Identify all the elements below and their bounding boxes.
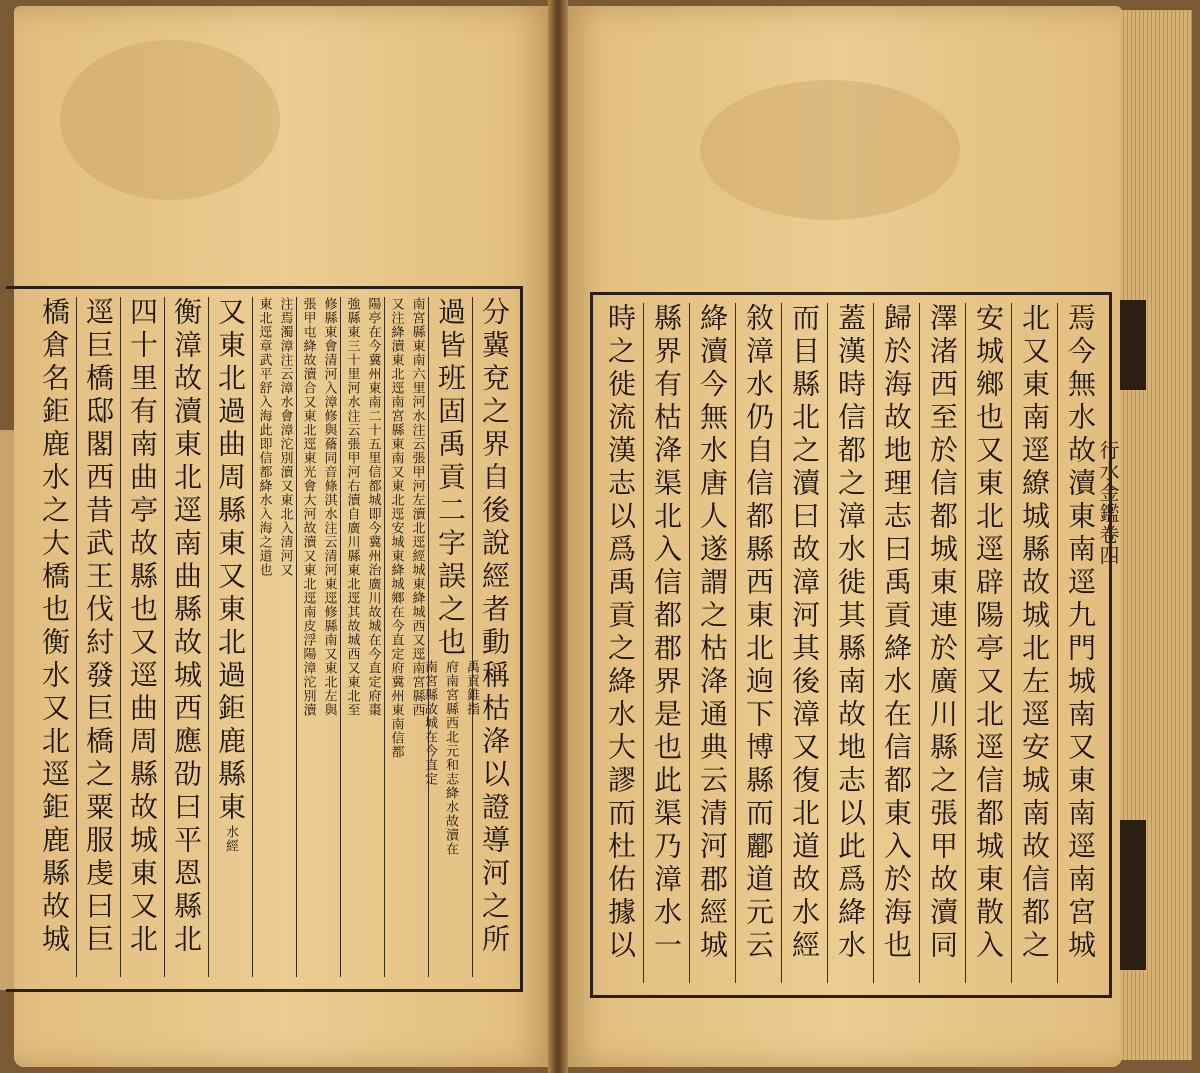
column-wrap <box>77 297 120 957</box>
column-wrap <box>209 297 252 853</box>
right-text-frame <box>590 292 1112 998</box>
commentary-text: 強縣東三十里河水注云張甲河右瀆自廣川縣東北逕其故城西又東北至 <box>344 297 360 717</box>
commentary-pair <box>341 297 384 717</box>
left-columns <box>33 297 516 977</box>
column-wrap <box>33 297 76 957</box>
commentary-pair <box>297 297 340 717</box>
text-column <box>472 297 516 977</box>
text-column <box>1011 303 1057 983</box>
column-wrap <box>473 297 516 957</box>
edge-shadow <box>1120 300 1146 390</box>
edge-shadow <box>1120 820 1146 970</box>
commentary-text: 修縣東會清河入漳修與蓨同音條淇水注云清河東逕修縣南又東北左與 <box>321 297 337 717</box>
text-column <box>296 297 340 977</box>
text-column <box>598 303 643 983</box>
commentary-pair <box>385 297 428 759</box>
commentary-text: 又注絳瀆東北逕南宮縣東南又東北逕安城東絳城鄉在今直定府冀州東南信都 <box>388 297 404 759</box>
column-text: 衡漳故瀆東北逕南曲縣故城西應劭曰平恩縣北 <box>170 297 203 957</box>
column-text: 絳瀆今無水唐人遂謂之枯洚通典云清河郡經城 <box>696 303 729 963</box>
text-column <box>340 297 384 977</box>
text-column <box>643 303 689 983</box>
left-text-frame <box>6 286 523 992</box>
column-text: 歸於海故地理志曰禹貢絳水在信都東入於海也 <box>880 303 913 963</box>
column-text: 時之徙流漢志以爲禹貢之絳水大謬而杜佑據以 <box>604 303 637 963</box>
commentary-text: 南宮縣故城在今直定 <box>422 660 437 786</box>
book-gutter <box>548 0 568 1073</box>
column-text: 四十里有南曲亭故縣也又逕曲周縣故城東又北 <box>126 297 159 957</box>
column-text: 橋倉名鉅鹿水之大橋也衡水又北逕鉅鹿縣故城 <box>38 297 71 957</box>
column-text: 北又東南逕繚城縣故城北左逕安城南故信都之 <box>1018 303 1051 963</box>
column-text: 縣界有枯洚渠北入信都郡界是也此渠乃漳水一 <box>650 303 683 963</box>
column-text: 焉今無水故瀆東南逕九門城南又東南逕南宮城 <box>1064 303 1097 963</box>
commentary-text: 南宮縣東南六里河水注云張甲河左瀆北逕經城東絳城西又逕南宮縣西 <box>409 297 425 717</box>
text-column <box>120 297 164 977</box>
column-text: 而目縣北之瀆曰故漳河其後漳又復北道故水經 <box>788 303 821 963</box>
column-text: 分冀兗之界自後說經者動稱枯洚以證導河之所 <box>478 297 511 957</box>
paper-stain <box>60 40 280 200</box>
column-text: 澤渚西至於信都城東連於廣川縣之張甲故瀆同 <box>926 303 959 963</box>
text-column <box>919 303 965 983</box>
column-text: 又東北過曲周縣東又東北過鉅鹿縣東 <box>214 297 247 825</box>
paper-stain <box>700 80 960 220</box>
column-text: 過皆班固禹貢二字誤之也 <box>434 297 467 660</box>
column-text: 蓋漢時信都之漳水徙其縣南故地志以此爲絳水 <box>834 303 867 963</box>
text-column <box>873 303 919 983</box>
text-column <box>781 303 827 983</box>
text-column <box>252 297 296 977</box>
text-column <box>735 303 781 983</box>
text-column <box>965 303 1011 983</box>
text-column <box>33 297 76 977</box>
text-column <box>76 297 120 977</box>
text-column <box>1057 303 1103 983</box>
column-text: 逕巨橋邸閣西昔武王伐紂發巨橋之粟服虔曰巨 <box>82 297 115 957</box>
column-wrap <box>422 297 479 856</box>
commentary-text: 東北逕章武平舒入海此即信都絳水入海之道也 <box>256 297 272 577</box>
commentary-text: 禹貢錐指 <box>464 660 479 716</box>
commentary-pair <box>253 297 296 577</box>
text-column <box>827 303 873 983</box>
text-column <box>208 297 252 977</box>
column-text: 敘漳水仍自信都縣西東北逈下博縣而酈道元云 <box>742 303 775 963</box>
commentary-text: 注焉濁漳注云漳水會漳沱別瀆又東北入清河又 <box>277 297 293 577</box>
text-column <box>164 297 208 977</box>
commentary-pair <box>420 660 481 856</box>
column-wrap <box>165 297 208 957</box>
right-columns <box>598 303 1103 983</box>
text-column <box>384 297 428 977</box>
commentary-text: 府南宮縣西北元和志絳水故瀆在 <box>443 660 458 856</box>
text-column <box>422 297 479 977</box>
column-wrap <box>121 297 164 957</box>
source-note: 水經 <box>223 825 238 853</box>
running-head: 行水金鑑卷四 <box>1096 440 1120 566</box>
commentary-text: 陽亭在今冀州東南二十五里信都城即今冀州治廣川故城在今直定府棗 <box>365 297 381 717</box>
text-column <box>689 303 735 983</box>
column-text: 安城鄉也又東北逕辟陽亭又北逕信都城東散入 <box>972 303 1005 963</box>
commentary-text: 張甲屯絳故瀆合又東北逕東光會大河故瀆又東北逕南皮浮陽漳沱別瀆 <box>300 297 316 717</box>
